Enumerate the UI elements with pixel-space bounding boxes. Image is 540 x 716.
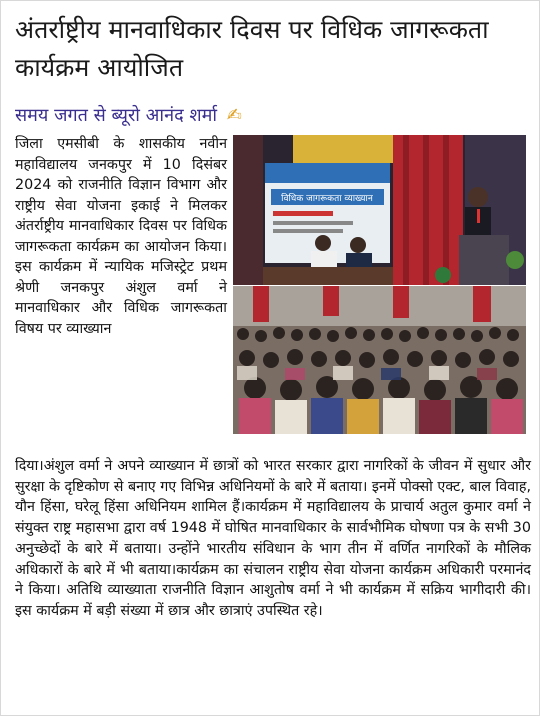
- byline-prefix: समय जगत से: [15, 105, 106, 126]
- audience-illustration: [233, 286, 526, 434]
- stage-illustration: [233, 135, 526, 285]
- article-body-column: [15, 134, 227, 339]
- writing-hand-icon: ✍: [226, 105, 242, 126]
- article-body-full-width: [15, 456, 531, 622]
- article-paragraph-part1: जिला एमसीबी के शासकीय नवीन महाविद्यालय जनकपुर में 10 दिसंबर 2024 को राजनीति विज्ञान विभाग और राष्ट्रीय सेवा योजना इकाई ने मिलकर अंतर्राष्ट्रीय मानवाधिकार दिवस पर विधिक जागरूकता कार्यक्रम का आयोजन किया। इस कार्यक्रम में न्यायिक मजिस्ट्रेट प्रथम श्रेणी जनकपुर अंशुल वर्मा ने मानवाधिकार और विधिक जागरूकता विषय पर व्याख्यान: [15, 136, 227, 337]
- byline: [15, 103, 530, 129]
- banner-title: विधिक जागरूकता व्याख्यान: [281, 194, 373, 204]
- audience-photo: [233, 286, 526, 434]
- event-stage-photo: [233, 135, 526, 285]
- byline-author: ब्यूरो आनंद शर्मा: [111, 105, 218, 126]
- article-paragraph-part2: दिया।अंशुल वर्मा ने अपने व्याख्यान में छात्रों को भारत सरकार द्वारा नागरिकों के जीवन में सुधार और सुरक्षा के दृष्टिकोण से बनाए गए विभिन्न अधिनियमों के बारे में बताया। इनमें पोक्सो एक्ट, बाल विवाह, यौन हिंसा, घरेलू हिंसा अधिनियम शामिल हैं।कार्यक्रम में महाविद्यालय के प्राचार्य अतुल कुमार वर्मा ने संयुक्त राष्ट्र महासभा द्वारा वर्ष 1948 में घोषित मानवाधिकार के सार्वभौमिक घोषणा पत्र के सभी 30 अनुच्छेदों के बारे में बताया। उन्होंने भारतीय संविधान के भाग तीन में वर्णित नागरिकों के मौलिक अधिकारों के बारे में भी बताया।कार्यक्रम का संचालन राष्ट्रीय सेवा योजना कार्यक्रम अधिकारी परमानंद ने किया। अतिथि व्याख्याता राजनीति विज्ञान आशुतोष वर्मा ने भी कार्यक्रम में सक्रिय भागीदारी की।इस कार्यक्रम में बड़ी संख्या में छात्र और छात्राएं उपस्थित रहे।: [15, 458, 531, 619]
- headline: अंतर्राष्ट्रीय मानवाधिकार दिवस पर विधिक जागरूकता कार्यक्रम आयोजित: [15, 15, 489, 82]
